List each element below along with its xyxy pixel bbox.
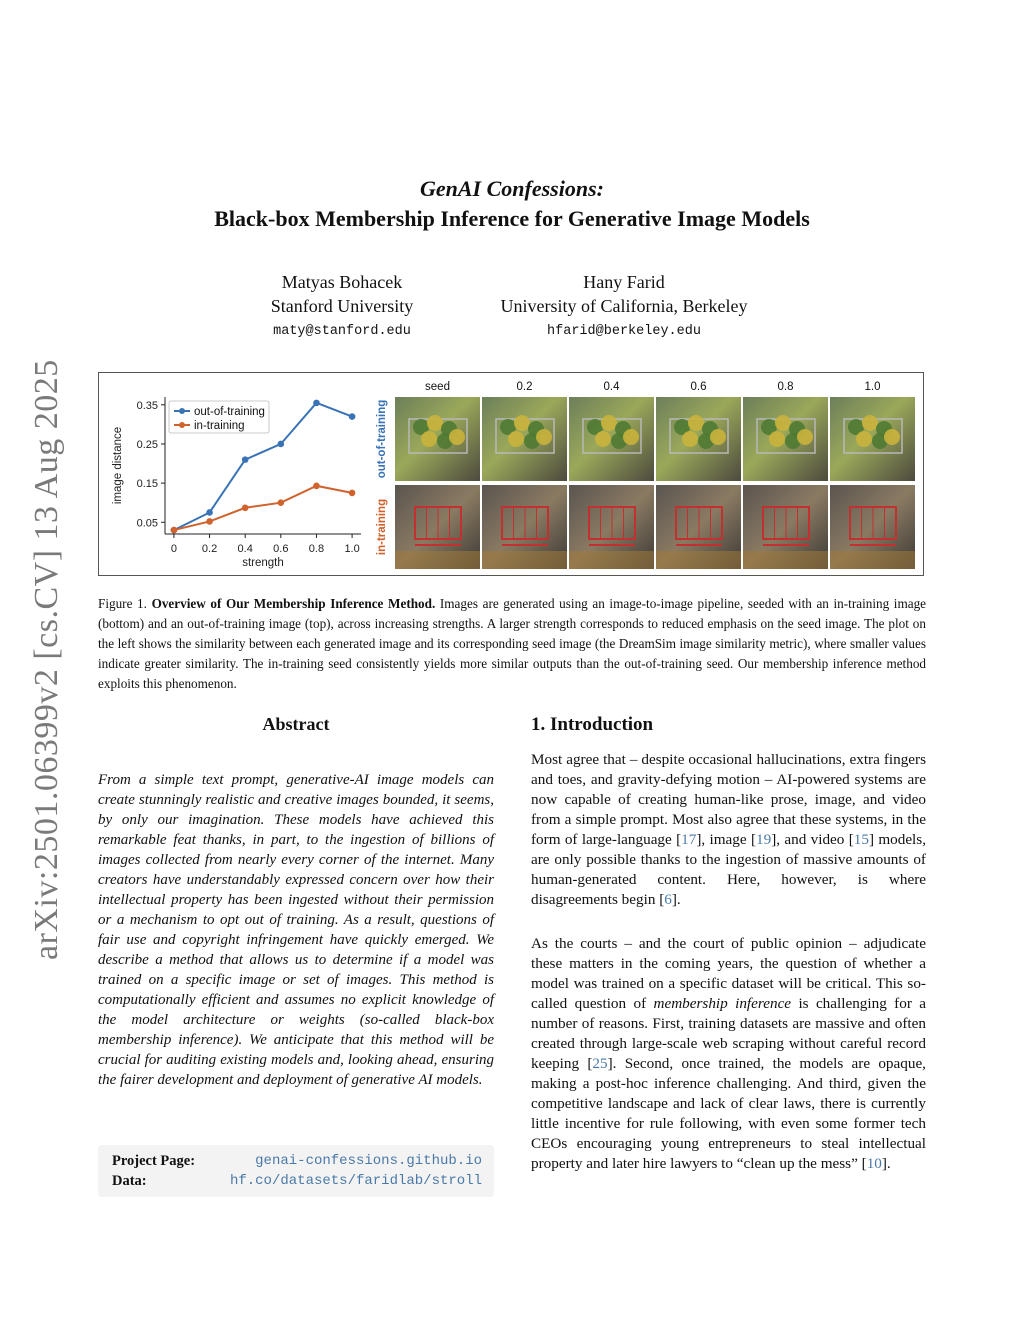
intro-text: is challenging for a number of reasons. First, training datasets are massive and often created through large-scale web scraping without careful record keeping [: [531, 995, 926, 1072]
project-page-label: Project Page:: [112, 1153, 196, 1169]
project-page-row: [112, 1151, 482, 1171]
intro-paragraph-1: [531, 750, 926, 910]
data-point: [242, 504, 249, 511]
abstract-heading: Abstract: [262, 714, 330, 734]
data-point: [206, 518, 213, 525]
image-grid: [376, 381, 915, 569]
column-label: 0.4: [603, 381, 620, 393]
leaves-ground: [830, 551, 915, 569]
fruit-shape: [536, 429, 552, 445]
data-point: [278, 441, 285, 448]
fruit-shape: [862, 415, 878, 431]
fruit-shape: [595, 431, 611, 447]
column-label: seed: [425, 381, 450, 393]
leaves-ground: [569, 551, 654, 569]
author-name: Hany Farid: [583, 272, 665, 292]
column-label: 1.0: [864, 381, 881, 393]
intro-text: Most agree that – despite occasional hallucinations, extra fingers and toes, and gravity-defying motion – AI-powered systems are now capable of creating human-like prose, image, and video from a simple prompt. Most also agree that these systems, in the form of large-language [: [531, 751, 926, 848]
project-page-link[interactable]: genai-confessions.github.io: [255, 1153, 482, 1169]
intro-text: ].: [671, 891, 681, 908]
fruit-shape: [623, 429, 639, 445]
fruit-shape: [775, 415, 791, 431]
fruit-shape: [769, 431, 785, 447]
leaves-ground: [482, 551, 567, 569]
links-box: [98, 1145, 494, 1197]
intro-text: ] models, are only possible thanks to the ingestion of massive amounts of human-generated content. Here, however, is where disagreements begin [: [531, 831, 926, 908]
leaves-ground: [656, 551, 741, 569]
data-row: [112, 1171, 482, 1191]
data-point: [313, 400, 320, 407]
fruit-shape: [884, 429, 900, 445]
leaves-ground: [395, 551, 480, 569]
y-tick-label: 0.25: [136, 438, 158, 451]
title-line-1: GenAI Confessions:: [420, 176, 604, 201]
title-line-2: Black-box Membership Inference for Generative Image Models: [214, 206, 810, 231]
legend-marker: [179, 422, 185, 428]
fruit-shape: [797, 429, 813, 445]
fruit-shape: [427, 415, 443, 431]
legend-label: in-training: [194, 420, 245, 432]
x-tick-label: 1.0: [344, 543, 360, 555]
series-line-1: [174, 486, 352, 530]
fruit-shape: [856, 431, 872, 447]
x-tick-label: 0.8: [308, 543, 325, 555]
citation-link[interactable]: 10: [866, 1155, 882, 1172]
x-tick-label: 0: [170, 543, 177, 555]
citation-link[interactable]: 6: [664, 891, 672, 908]
intro-emphasis: membership inference: [653, 995, 792, 1012]
figure-1: [98, 372, 924, 576]
x-axis-label: strength: [242, 557, 284, 569]
data-point: [242, 456, 249, 463]
y-tick-label: 0.05: [136, 517, 158, 530]
author-name: Matyas Bohacek: [281, 272, 403, 292]
author-1: [242, 270, 442, 344]
data-point: [349, 413, 356, 420]
legend-marker: [179, 408, 185, 414]
leaves-ground: [743, 551, 828, 569]
abstract-text: From a simple text prompt, generative-AI image models can create stunningly realistic and creative images bounded, it seems, by only our imagination. These models have achieved this remarkable feat thanks, in part, to the ingestion of billions of images collected from nearly every corner of the internet. Many creators have understandably expressed concern over how their intellectual property has been ingested without their permission or a mechanism to opt out of training. As a result, questions of fair use and copyright infringement have quickly emerged. We describe a method that allows us to determine if a model was trained on a specific image or set of images. This method is computationally efficient and assumes no explicit knowledge of the model architecture or weights (so-called black-box membership inference). We anticipate that this method will be crucial for auditing existing models and, looking ahead, ensuring the fairer development and deployment of generative AI models.: [98, 772, 494, 1088]
author-email[interactable]: maty@stanford.edu: [273, 324, 411, 339]
fruit-shape: [508, 431, 524, 447]
author-2: [474, 270, 774, 344]
data-link[interactable]: hf.co/datasets/faridlab/stroll: [229, 1173, 482, 1189]
intro-text: ], and video [: [771, 831, 854, 848]
author-affiliation: Stanford University: [270, 296, 414, 316]
fruit-shape: [449, 429, 465, 445]
data-point: [349, 490, 356, 497]
caption-text: Images are generated using an image-to-image pipeline, seeded with an in-training image (bottom) and an out-of-training image (top), across increasing strengths. A larger strength corresponds to reduced emphasis on the seed image. The plot on the left shows the similarity between each generated image and its corresponding seed image (the DreamSim image similarity metric), where smaller values indicate greater similarity. The in-training seed consistently yields more similar outputs than the out-of-training seed. Our membership inference method exploits this phenomenon.: [98, 596, 927, 691]
fruit-shape: [514, 415, 530, 431]
x-tick-label: 0.4: [237, 543, 253, 555]
data-point: [206, 509, 213, 516]
intro-text: ]. Second, once trained, the models are opaque, making a post-hoc inference challenging. And third, given the competitive landscape and lack of clear laws, there is currently little incentive for rule following, with even some former tech CEOs encouraging young entrepreneurs to steal intellectual property and later hire lawyers to “clean up the mess” [: [531, 1055, 926, 1172]
column-label: 0.6: [690, 381, 707, 393]
figure-1-graphic: [99, 373, 925, 577]
data-point: [278, 499, 285, 506]
y-tick-label: 0.15: [136, 478, 158, 491]
figure-caption: [98, 594, 926, 694]
citation-link[interactable]: 19: [756, 831, 772, 848]
author-affiliation: University of California, Berkeley: [500, 296, 748, 316]
fruit-shape: [682, 431, 698, 447]
citation-link[interactable]: 25: [592, 1055, 608, 1072]
x-tick-label: 0.6: [273, 543, 289, 555]
data-label: Data:: [112, 1173, 147, 1189]
row-label: in-training: [376, 498, 388, 556]
y-tick-label: 0.35: [136, 399, 158, 412]
citation-link[interactable]: 17: [681, 831, 697, 848]
intro-paragraph-2: [531, 934, 926, 1174]
intro-text: ].: [881, 1155, 891, 1172]
column-label: 0.8: [777, 381, 794, 393]
paper-title: [98, 175, 926, 235]
fruit-shape: [688, 415, 704, 431]
intro-text: ], image [: [696, 831, 757, 848]
arxiv-identifier: arXiv:2501.06399v2 [cs.CV] 13 Aug 2025: [28, 359, 65, 960]
row-label: out-of-training: [376, 399, 388, 479]
column-label: 0.2: [516, 381, 533, 393]
introduction-heading: 1. Introduction: [531, 714, 654, 735]
y-axis-label: image distance: [112, 426, 124, 505]
fruit-shape: [710, 429, 726, 445]
distance-chart: [112, 397, 361, 569]
caption-label: Figure 1.: [98, 596, 147, 611]
fruit-shape: [421, 431, 437, 447]
x-tick-label: 0.2: [201, 543, 218, 555]
fruit-shape: [601, 415, 617, 431]
author-email[interactable]: hfarid@berkeley.edu: [547, 324, 701, 339]
data-point: [313, 483, 320, 490]
caption-title: Overview of Our Membership Inference Method.: [151, 596, 436, 611]
citation-link[interactable]: 15: [853, 831, 869, 848]
intro-text: As the courts – and the court of public opinion – adjudicate these matters in the coming years, the question of whether a model was trained on a specific dataset will be critical. This so-called question of: [531, 935, 926, 1012]
data-point: [171, 527, 178, 534]
legend-label: out-of-training: [194, 406, 265, 418]
